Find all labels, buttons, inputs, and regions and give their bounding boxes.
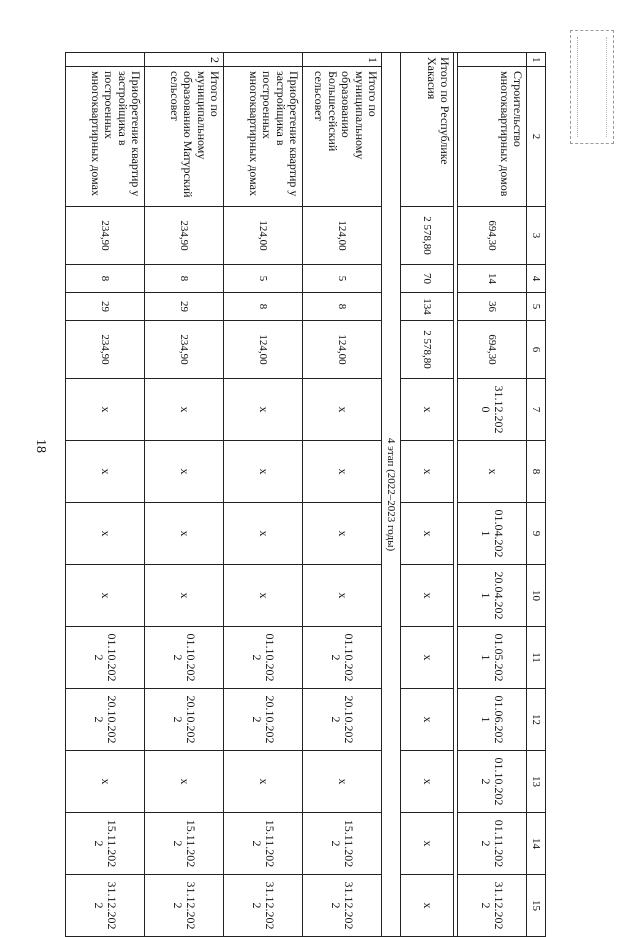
row-number-cell: 2	[145, 53, 224, 67]
table-cell: 15.11.2022	[303, 813, 382, 875]
row-number-cell: 1	[303, 53, 382, 67]
spacer-row	[454, 53, 458, 937]
table-cell: 20.10.2022	[303, 689, 382, 751]
table-cell: 134	[401, 293, 454, 321]
table-cell: x	[145, 503, 224, 565]
table-cell: 8	[66, 265, 145, 293]
header-cell: 2	[527, 67, 546, 207]
table-cell: 01.10.2022	[224, 627, 303, 689]
table-cell: x	[401, 689, 454, 751]
table-cell: 31.12.2020	[458, 379, 527, 441]
row-label-cell: Приобретение квартир у застройщика в построенных многоквартирных домах	[66, 67, 145, 207]
table-cell: 01.10.2022	[303, 627, 382, 689]
row-label-cell: Строительство многоквартирных домов	[458, 67, 527, 207]
header-cell: 12	[527, 689, 546, 751]
table-cell: 01.11.2022	[458, 813, 527, 875]
table-cell: x	[66, 565, 145, 627]
table-cell: x	[458, 441, 527, 503]
table-row	[401, 53, 454, 937]
row-label-cell: Приобретение квартир у застройщика в построенных многоквартирных домах	[224, 67, 303, 207]
table-cell: x	[66, 441, 145, 503]
table-cell: x	[303, 751, 382, 813]
table-cell: x	[145, 751, 224, 813]
header-cell: 11	[527, 627, 546, 689]
table-cell: 124,00	[303, 207, 382, 265]
table-cell: x	[66, 503, 145, 565]
table-cell: 36	[458, 293, 527, 321]
row-label-cell: Итого по Республике Хакасия	[401, 53, 454, 207]
table-cell: 2 578,80	[401, 207, 454, 265]
header-cell: 5	[527, 293, 546, 321]
header-cell: 3	[527, 207, 546, 265]
header-cell: 15	[527, 875, 546, 937]
table-cell: 8	[224, 293, 303, 321]
table-cell: 14	[458, 265, 527, 293]
table-cell: x	[224, 503, 303, 565]
table-cell: 234,90	[145, 321, 224, 379]
table-cell: 15.11.2022	[66, 813, 145, 875]
table-row	[303, 53, 382, 937]
table-cell: x	[66, 751, 145, 813]
table-body	[66, 53, 546, 937]
section-title: 4 этап (2022–2023 годы)	[382, 53, 401, 937]
table-cell: 31.12.2022	[66, 875, 145, 937]
table-cell: 31.12.2022	[145, 875, 224, 937]
table-cell: 5	[303, 265, 382, 293]
header-cell: 8	[527, 441, 546, 503]
table-cell: x	[224, 565, 303, 627]
table-cell: 234,90	[66, 207, 145, 265]
header-cell: 1	[527, 53, 546, 67]
header-cell: 10	[527, 565, 546, 627]
table-cell: x	[224, 379, 303, 441]
table-cell: 01.06.2021	[458, 689, 527, 751]
table-cell: 20.10.2022	[145, 689, 224, 751]
table-cell: 70	[401, 265, 454, 293]
table-cell: 01.05.2021	[458, 627, 527, 689]
table-cell: x	[303, 503, 382, 565]
header-cell: 13	[527, 751, 546, 813]
table-cell: x	[66, 379, 145, 441]
table-cell: x	[303, 441, 382, 503]
row-label-cell: Итого по муниципальному образованию Большесейский сельсовет	[303, 67, 382, 207]
table-cell: x	[145, 441, 224, 503]
header-cell: 6	[527, 321, 546, 379]
table-cell: x	[303, 565, 382, 627]
table-row	[224, 53, 303, 937]
page-number: 18	[33, 439, 48, 453]
table-cell: 694,30	[458, 321, 527, 379]
table-cell: 29	[145, 293, 224, 321]
table-cell: 20.04.2021	[458, 565, 527, 627]
table-cell: x	[401, 565, 454, 627]
table-cell: x	[145, 379, 224, 441]
section-row	[382, 53, 401, 937]
table-cell: x	[224, 751, 303, 813]
table-cell: 01.10.2022	[145, 627, 224, 689]
table-cell: x	[224, 441, 303, 503]
table-cell: x	[145, 565, 224, 627]
table-cell: x	[401, 751, 454, 813]
spacer-cell	[454, 53, 458, 937]
table-cell: 20.10.2022	[66, 689, 145, 751]
row-number-cell	[458, 53, 527, 67]
table-cell: 20.10.2022	[224, 689, 303, 751]
table-cell: 01.04.2021	[458, 503, 527, 565]
table-cell: x	[401, 503, 454, 565]
table-cell: 694,30	[458, 207, 527, 265]
table-cell: 8	[303, 293, 382, 321]
table-cell: 01.10.2022	[458, 751, 527, 813]
row-number-cell	[224, 53, 303, 67]
table-cell: 15.11.2022	[224, 813, 303, 875]
row-number-cell	[66, 53, 145, 67]
table-cell: 15.11.2022	[145, 813, 224, 875]
table-cell: 124,00	[303, 321, 382, 379]
table-cell: 234,90	[66, 321, 145, 379]
table-cell: 234,90	[145, 207, 224, 265]
header-cell: 9	[527, 503, 546, 565]
table-cell: 124,00	[224, 207, 303, 265]
table-cell: 31.12.2022	[303, 875, 382, 937]
table-cell: 2 578,80	[401, 321, 454, 379]
table-cell: 31.12.2022	[458, 875, 527, 937]
table-row	[145, 53, 224, 937]
rotated-table-sheet	[88, 52, 546, 930]
table-cell: 8	[145, 265, 224, 293]
table-cell: x	[401, 441, 454, 503]
table-cell: 124,00	[224, 321, 303, 379]
table-cell: 31.12.2022	[224, 875, 303, 937]
table-row	[458, 53, 527, 937]
table-cell: x	[401, 379, 454, 441]
table-cell: x	[401, 875, 454, 937]
header-cell: 4	[527, 265, 546, 293]
table-cell: 29	[66, 293, 145, 321]
schedule-table	[65, 52, 546, 937]
stamp-mark	[570, 30, 614, 144]
table-cell: x	[401, 813, 454, 875]
table-cell: 5	[224, 265, 303, 293]
table-row	[66, 53, 145, 937]
header-cell: 14	[527, 813, 546, 875]
table-cell: x	[303, 379, 382, 441]
table-cell: 01.10.2022	[66, 627, 145, 689]
header-row	[527, 53, 546, 937]
table-cell: x	[401, 627, 454, 689]
header-cell: 7	[527, 379, 546, 441]
row-label-cell: Итого по муниципальному образованию Матурский сельсовет	[145, 67, 224, 207]
